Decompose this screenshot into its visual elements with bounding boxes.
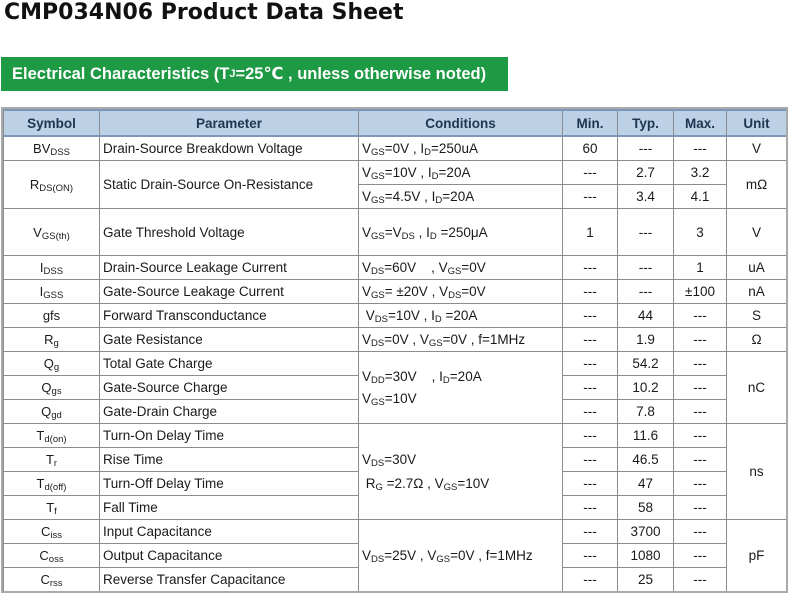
table-row bbox=[4, 424, 787, 448]
max-cell: 1 bbox=[674, 256, 727, 280]
header-max: Max. bbox=[674, 110, 727, 136]
typ-cell: 3700 bbox=[618, 520, 674, 544]
min-cell: --- bbox=[563, 280, 618, 304]
table-row bbox=[4, 256, 787, 280]
symbol-cell: $Q_{gs}$ bbox=[4, 376, 100, 400]
max-cell: --- bbox=[674, 520, 727, 544]
min-cell: --- bbox=[563, 520, 618, 544]
max-cell: --- bbox=[674, 328, 727, 352]
table-row bbox=[4, 328, 787, 352]
table-row bbox=[4, 520, 787, 544]
typ-cell: 58 bbox=[618, 496, 674, 520]
table-row bbox=[4, 280, 787, 304]
parameter-cell: Static Drain-Source On-Resistance bbox=[100, 161, 359, 209]
min-cell: 1 bbox=[563, 209, 618, 256]
section-banner: Electrical Characteristics (T J =25℃ , unless otherwise noted) bbox=[1, 57, 508, 91]
parameter-cell: Forward Transconductance bbox=[100, 304, 359, 328]
min-cell: --- bbox=[563, 472, 618, 496]
min-cell: 60 bbox=[563, 136, 618, 161]
symbol-cell: $C_{oss}$ bbox=[4, 544, 100, 568]
min-cell: --- bbox=[563, 328, 618, 352]
conditions-cell: $V_{GS}= \pm 20V$ , $V_{DS}=0V$ bbox=[359, 280, 563, 304]
conditions-cell: $V_{DS}=25V$ , $V_{GS}=0V$ , f=1MHz bbox=[359, 520, 563, 592]
parameter-cell: Gate Resistance bbox=[100, 328, 359, 352]
header-unit: Unit bbox=[727, 110, 787, 136]
parameter-cell: Drain-Source Breakdown Voltage bbox=[100, 136, 359, 161]
header-symbol: Symbol bbox=[4, 110, 100, 136]
parameter-cell: Fall Time bbox=[100, 496, 359, 520]
typ-cell: 25 bbox=[618, 568, 674, 592]
max-cell: --- bbox=[674, 136, 727, 161]
typ-cell: --- bbox=[618, 136, 674, 161]
min-cell: --- bbox=[563, 352, 618, 376]
max-cell: --- bbox=[674, 376, 727, 400]
min-cell: --- bbox=[563, 400, 618, 424]
typ-cell: 54.2 bbox=[618, 352, 674, 376]
symbol-cell: $C_{iss}$ bbox=[4, 520, 100, 544]
symbol-cell: $C_{rss}$ bbox=[4, 568, 100, 592]
unit-cell: mΩ bbox=[727, 161, 787, 209]
conditions-cell: $V_{DD}=30V$ , $I_D=20A$ $V_{GS}=10V$ bbox=[359, 352, 563, 424]
symbol-cell: $R_{DS(ON)}$ bbox=[4, 161, 100, 209]
typ-cell: 2.7 bbox=[618, 161, 674, 185]
typ-cell: 44 bbox=[618, 304, 674, 328]
max-cell: 3.2 bbox=[674, 161, 727, 185]
unit-cell: ns bbox=[727, 424, 787, 520]
max-cell: 4.1 bbox=[674, 185, 727, 209]
parameter-cell: Gate Threshold Voltage bbox=[100, 209, 359, 256]
header-parameter: Parameter bbox=[100, 110, 359, 136]
min-cell: --- bbox=[563, 256, 618, 280]
symbol-cell: $BV_{DSS}$ bbox=[4, 136, 100, 161]
typ-cell: 46.5 bbox=[618, 448, 674, 472]
parameter-cell: Gate-Source Leakage Current bbox=[100, 280, 359, 304]
table-header-row bbox=[4, 110, 787, 136]
conditions-cell: $V_{DS}=60V$ , $V_{GS}=0V$ bbox=[359, 256, 563, 280]
min-cell: --- bbox=[563, 496, 618, 520]
parameter-cell: Total Gate Charge bbox=[100, 352, 359, 376]
table-row bbox=[4, 352, 787, 376]
symbol-cell: gfs bbox=[4, 304, 100, 328]
symbol-cell: $T_r$ bbox=[4, 448, 100, 472]
parameter-cell: Reverse Transfer Capacitance bbox=[100, 568, 359, 592]
typ-cell: 10.2 bbox=[618, 376, 674, 400]
typ-cell: 11.6 bbox=[618, 424, 674, 448]
parameter-cell: Drain-Source Leakage Current bbox=[100, 256, 359, 280]
table-row bbox=[4, 209, 787, 256]
max-cell: --- bbox=[674, 304, 727, 328]
conditions-cell: $V_{DS}=10V$ , $I_D =20A$ bbox=[359, 304, 563, 328]
symbol-cell: $T_{d(on)}$ bbox=[4, 424, 100, 448]
min-cell: --- bbox=[563, 424, 618, 448]
min-cell: --- bbox=[563, 376, 618, 400]
typ-cell: 47 bbox=[618, 472, 674, 496]
parameter-cell: Input Capacitance bbox=[100, 520, 359, 544]
conditions-cell: $V_{GS}=4.5V$ , $I_D=20A$ bbox=[359, 185, 563, 209]
parameter-cell: Rise Time bbox=[100, 448, 359, 472]
symbol-cell: $Q_g$ bbox=[4, 352, 100, 376]
conditions-cell: $V_{DS}=30V$ $R_G =2.7\Omega$ , $V_{GS}=10V$ bbox=[359, 424, 563, 520]
unit-cell: pF bbox=[727, 520, 787, 592]
symbol-cell: $Q_{gd}$ bbox=[4, 400, 100, 424]
min-cell: --- bbox=[563, 161, 618, 185]
max-cell: ±100 bbox=[674, 280, 727, 304]
parameter-cell: Gate-Source Charge bbox=[100, 376, 359, 400]
typ-cell: --- bbox=[618, 209, 674, 256]
unit-cell: S bbox=[727, 304, 787, 328]
min-cell: --- bbox=[563, 304, 618, 328]
symbol-cell: $T_{d(off)}$ bbox=[4, 472, 100, 496]
table-row bbox=[4, 161, 787, 185]
typ-cell: 7.8 bbox=[618, 400, 674, 424]
symbol-cell: $V_{GS(th)}$ bbox=[4, 209, 100, 256]
typ-cell: 1.9 bbox=[618, 328, 674, 352]
table-row bbox=[4, 304, 787, 328]
symbol-cell: $T_f$ bbox=[4, 496, 100, 520]
max-cell: --- bbox=[674, 448, 727, 472]
electrical-characteristics-table bbox=[1, 107, 788, 593]
symbol-cell: $I_{DSS}$ bbox=[4, 256, 100, 280]
unit-cell: Ω bbox=[727, 328, 787, 352]
min-cell: --- bbox=[563, 448, 618, 472]
header-typ: Typ. bbox=[618, 110, 674, 136]
unit-cell: V bbox=[727, 136, 787, 161]
max-cell: 3 bbox=[674, 209, 727, 256]
min-cell: --- bbox=[563, 544, 618, 568]
max-cell: --- bbox=[674, 400, 727, 424]
unit-cell: V bbox=[727, 209, 787, 256]
conditions-cell: $V_{GS}=V_{DS}$ , $I_D =250\mu A$ bbox=[359, 209, 563, 256]
conditions-cell: $V_{GS}=0V$ , $I_D=250uA$ bbox=[359, 136, 563, 161]
typ-cell: 3.4 bbox=[618, 185, 674, 209]
parameter-cell: Turn-Off Delay Time bbox=[100, 472, 359, 496]
unit-cell: nC bbox=[727, 352, 787, 424]
max-cell: --- bbox=[674, 424, 727, 448]
section-banner-text: Electrical Characteristics (T bbox=[12, 64, 230, 83]
max-cell: --- bbox=[674, 544, 727, 568]
max-cell: --- bbox=[674, 472, 727, 496]
symbol-cell: $R_g$ bbox=[4, 328, 100, 352]
max-cell: --- bbox=[674, 496, 727, 520]
max-cell: --- bbox=[674, 568, 727, 592]
header-conditions: Conditions bbox=[359, 110, 563, 136]
parameter-cell: Output Capacitance bbox=[100, 544, 359, 568]
conditions-cell: $V_{DS}=0V$ , $V_{GS}=0V$ , f=1MHz bbox=[359, 328, 563, 352]
typ-cell: 1080 bbox=[618, 544, 674, 568]
max-cell: --- bbox=[674, 352, 727, 376]
unit-cell: uA bbox=[727, 256, 787, 280]
min-cell: --- bbox=[563, 185, 618, 209]
typ-cell: --- bbox=[618, 280, 674, 304]
parameter-cell: Turn-On Delay Time bbox=[100, 424, 359, 448]
typ-cell: --- bbox=[618, 256, 674, 280]
parameter-cell: Gate-Drain Charge bbox=[100, 400, 359, 424]
page-title: CMP034N06 Product Data Sheet bbox=[4, 0, 404, 25]
symbol-cell: $I_{GSS}$ bbox=[4, 280, 100, 304]
min-cell: --- bbox=[563, 568, 618, 592]
header-min: Min. bbox=[563, 110, 618, 136]
conditions-cell: $V_{GS}=10V$ , $I_D=20A$ bbox=[359, 161, 563, 185]
unit-cell: nA bbox=[727, 280, 787, 304]
table-row bbox=[4, 136, 787, 161]
